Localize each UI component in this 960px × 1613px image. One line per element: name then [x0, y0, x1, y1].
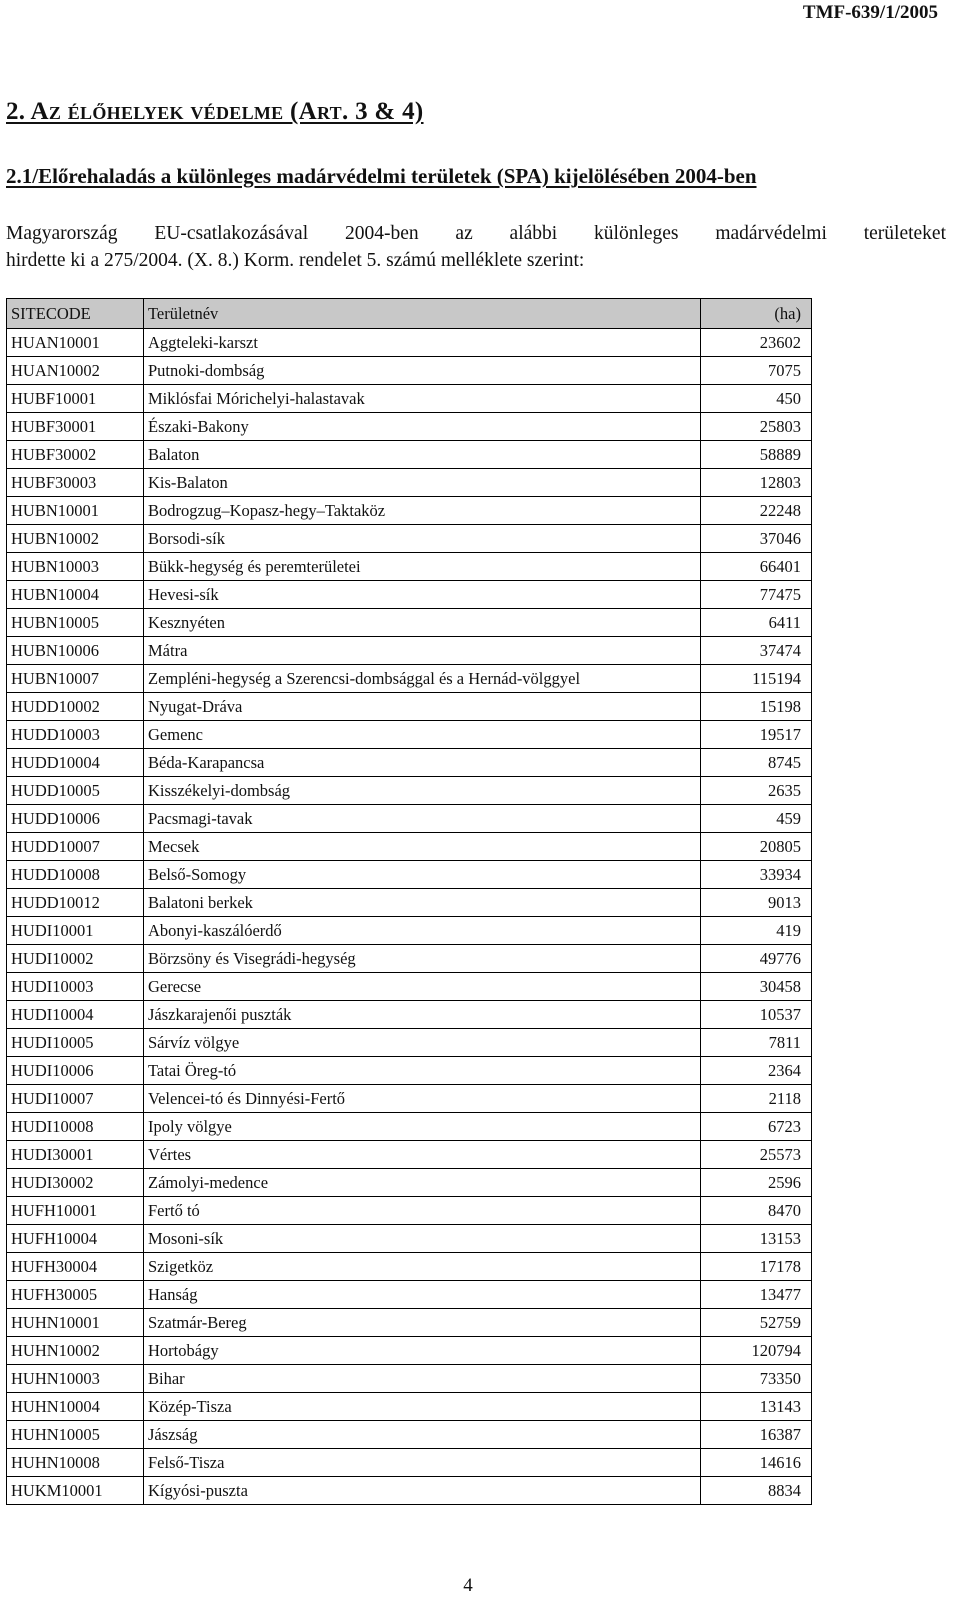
sitecode-cell: HUAN10002	[7, 357, 144, 385]
area-ha-cell: 2635	[701, 777, 812, 805]
sitecode-cell: HUHN10005	[7, 1421, 144, 1449]
sitecode-cell: HUBN10002	[7, 525, 144, 553]
site-name-cell: Kesznyéten	[144, 609, 701, 637]
area-ha-cell: 6411	[701, 609, 812, 637]
site-name-cell: Északi-Bakony	[144, 413, 701, 441]
sitecode-cell: HUDI10006	[7, 1057, 144, 1085]
area-ha-cell: 2118	[701, 1085, 812, 1113]
table-row	[7, 805, 812, 833]
intro-line-2: hirdette ki a 275/2004. (X. 8.) Korm. rendelet 5. számú melléklete szerint:	[6, 250, 585, 271]
site-name-cell: Kis-Balaton	[144, 469, 701, 497]
table-row	[7, 1001, 812, 1029]
area-ha-cell: 8834	[701, 1477, 812, 1505]
site-name-cell: Sárvíz völgye	[144, 1029, 701, 1057]
site-name-cell: Balaton	[144, 441, 701, 469]
area-ha-cell: 450	[701, 385, 812, 413]
area-ha-cell: 115194	[701, 665, 812, 693]
table-row	[7, 1477, 812, 1505]
table-row	[7, 693, 812, 721]
table-row	[7, 525, 812, 553]
table-row	[7, 833, 812, 861]
site-name-cell: Putnoki-dombság	[144, 357, 701, 385]
sitecode-cell: HUHN10008	[7, 1449, 144, 1477]
table-row	[7, 1029, 812, 1057]
site-name-cell: Szigetköz	[144, 1253, 701, 1281]
site-name-cell: Balatoni berkek	[144, 889, 701, 917]
table-row	[7, 553, 812, 581]
intro-paragraph	[6, 220, 946, 274]
intro-line-1: Magyarország EU-csatlakozásával 2004-ben az alábbi különleges madárvédelmi területeket	[6, 223, 946, 244]
site-name-cell: Mátra	[144, 637, 701, 665]
subsection-title: 2.1/Előrehaladás a különleges madárvédelmi területek (SPA) kijelölésében 2004-ben	[6, 164, 757, 188]
site-name-cell: Béda-Karapancsa	[144, 749, 701, 777]
sitecode-cell: HUBN10007	[7, 665, 144, 693]
area-ha-cell: 52759	[701, 1309, 812, 1337]
table-row	[7, 749, 812, 777]
area-ha-cell: 10537	[701, 1001, 812, 1029]
site-name-cell: Mosoni-sík	[144, 1225, 701, 1253]
area-ha-cell: 30458	[701, 973, 812, 1001]
site-name-cell: Nyugat-Dráva	[144, 693, 701, 721]
site-name-cell: Börzsöny és Visegrádi-hegység	[144, 945, 701, 973]
site-name-cell: Borsodi-sík	[144, 525, 701, 553]
site-name-cell: Pacsmagi-tavak	[144, 805, 701, 833]
table-row	[7, 1141, 812, 1169]
site-name-cell: Miklósfai Mórichelyi-halastavak	[144, 385, 701, 413]
site-name-cell: Hevesi-sík	[144, 581, 701, 609]
area-ha-cell: 8745	[701, 749, 812, 777]
table-row	[7, 469, 812, 497]
table-row	[7, 973, 812, 1001]
sitecode-cell: HUBF30003	[7, 469, 144, 497]
sitecode-cell: HUDI10008	[7, 1113, 144, 1141]
table-row	[7, 1309, 812, 1337]
area-ha-cell: 73350	[701, 1365, 812, 1393]
sitecode-cell: HUDI10002	[7, 945, 144, 973]
sitecode-cell: HUBN10003	[7, 553, 144, 581]
area-ha-cell: 419	[701, 917, 812, 945]
area-ha-cell: 25573	[701, 1141, 812, 1169]
table-row	[7, 721, 812, 749]
site-name-cell: Tatai Öreg-tó	[144, 1057, 701, 1085]
sitecode-cell: HUDD10007	[7, 833, 144, 861]
table-row	[7, 1365, 812, 1393]
table-row	[7, 665, 812, 693]
site-name-cell: Kígyósi-puszta	[144, 1477, 701, 1505]
sitecode-cell: HUDI30002	[7, 1169, 144, 1197]
sitecode-cell: HUHN10001	[7, 1309, 144, 1337]
table-row	[7, 1337, 812, 1365]
area-ha-cell: 13153	[701, 1225, 812, 1253]
area-ha-cell: 19517	[701, 721, 812, 749]
sitecode-cell: HUDD10002	[7, 693, 144, 721]
site-name-cell: Abonyi-kaszálóerdő	[144, 917, 701, 945]
sitecode-cell: HUDD10004	[7, 749, 144, 777]
sitecode-cell: HUFH30004	[7, 1253, 144, 1281]
table-row	[7, 861, 812, 889]
sitecode-cell: HUHN10003	[7, 1365, 144, 1393]
table-row	[7, 1113, 812, 1141]
area-ha-cell: 66401	[701, 553, 812, 581]
area-ha-cell: 459	[701, 805, 812, 833]
sitecode-cell: HUBF30002	[7, 441, 144, 469]
sitecode-cell: HUBN10001	[7, 497, 144, 525]
table-row	[7, 1421, 812, 1449]
site-name-cell: Gemenc	[144, 721, 701, 749]
area-ha-cell: 12803	[701, 469, 812, 497]
site-name-cell: Mecsek	[144, 833, 701, 861]
page-number: 4	[463, 1575, 473, 1596]
sitecode-cell: HUDI10004	[7, 1001, 144, 1029]
site-name-cell: Belső-Somogy	[144, 861, 701, 889]
sitecode-cell: HUBN10004	[7, 581, 144, 609]
header-area-ha: (ha)	[701, 299, 812, 329]
site-name-cell: Aggteleki-karszt	[144, 329, 701, 357]
area-ha-cell: 25803	[701, 413, 812, 441]
table-row	[7, 497, 812, 525]
sitecode-cell: HUDI30001	[7, 1141, 144, 1169]
area-ha-cell: 9013	[701, 889, 812, 917]
area-ha-cell: 2596	[701, 1169, 812, 1197]
site-name-cell: Szatmár-Bereg	[144, 1309, 701, 1337]
table-row	[7, 1281, 812, 1309]
area-ha-cell: 37474	[701, 637, 812, 665]
header-sitecode: SITECODE	[7, 299, 144, 329]
area-ha-cell: 77475	[701, 581, 812, 609]
table-row	[7, 889, 812, 917]
site-name-cell: Jászkarajenői puszták	[144, 1001, 701, 1029]
header-site-name: Területnév	[144, 299, 701, 329]
sitecode-cell: HUAN10001	[7, 329, 144, 357]
sitecode-cell: HUBF30001	[7, 413, 144, 441]
area-ha-cell: 8470	[701, 1197, 812, 1225]
table-row	[7, 1197, 812, 1225]
site-name-cell: Hanság	[144, 1281, 701, 1309]
area-ha-cell: 20805	[701, 833, 812, 861]
sitecode-cell: HUDI10001	[7, 917, 144, 945]
sitecode-cell: HUDD10008	[7, 861, 144, 889]
sitecode-cell: HUFH10004	[7, 1225, 144, 1253]
site-name-cell: Zámolyi-medence	[144, 1169, 701, 1197]
area-ha-cell: 37046	[701, 525, 812, 553]
table-row	[7, 329, 812, 357]
spa-sites-table	[6, 298, 812, 1505]
site-name-cell: Közép-Tisza	[144, 1393, 701, 1421]
area-ha-cell: 16387	[701, 1421, 812, 1449]
table-row	[7, 637, 812, 665]
site-name-cell: Kisszékelyi-dombság	[144, 777, 701, 805]
site-name-cell: Gerecse	[144, 973, 701, 1001]
area-ha-cell: 15198	[701, 693, 812, 721]
area-ha-cell: 13477	[701, 1281, 812, 1309]
section-title: 2. Az élőhelyek védelme (Art. 3 & 4)	[6, 98, 424, 125]
table-row	[7, 357, 812, 385]
site-name-cell: Ipoly völgye	[144, 1113, 701, 1141]
sitecode-cell: HUDI10003	[7, 973, 144, 1001]
area-ha-cell: 23602	[701, 329, 812, 357]
area-ha-cell: 7811	[701, 1029, 812, 1057]
area-ha-cell: 49776	[701, 945, 812, 973]
table-row	[7, 1169, 812, 1197]
sitecode-cell: HUDD10006	[7, 805, 144, 833]
sitecode-cell: HUFH10001	[7, 1197, 144, 1225]
table-header-row	[7, 299, 812, 329]
table-row	[7, 1253, 812, 1281]
area-ha-cell: 22248	[701, 497, 812, 525]
site-name-cell: Vértes	[144, 1141, 701, 1169]
area-ha-cell: 2364	[701, 1057, 812, 1085]
site-name-cell: Velencei-tó és Dinnyési-Fertő	[144, 1085, 701, 1113]
site-name-cell: Bükk-hegység és peremterületei	[144, 553, 701, 581]
table-row	[7, 1449, 812, 1477]
area-ha-cell: 58889	[701, 441, 812, 469]
table-body	[7, 329, 812, 1505]
table-row	[7, 1085, 812, 1113]
sitecode-cell: HUKM10001	[7, 1477, 144, 1505]
sitecode-cell: HUDD10012	[7, 889, 144, 917]
sitecode-cell: HUDI10005	[7, 1029, 144, 1057]
table-row	[7, 1225, 812, 1253]
table-row	[7, 1393, 812, 1421]
sitecode-cell: HUHN10002	[7, 1337, 144, 1365]
sitecode-cell: HUBN10006	[7, 637, 144, 665]
table-row	[7, 945, 812, 973]
table-row	[7, 777, 812, 805]
site-name-cell: Zempléni-hegység a Szerencsi-dombsággal és a Hernád-völggyel	[144, 665, 701, 693]
site-name-cell: Fertő tó	[144, 1197, 701, 1225]
sitecode-cell: HUDI10007	[7, 1085, 144, 1113]
document-id: TMF-639/1/2005	[802, 2, 938, 23]
sitecode-cell: HUFH30005	[7, 1281, 144, 1309]
sitecode-cell: HUHN10004	[7, 1393, 144, 1421]
area-ha-cell: 14616	[701, 1449, 812, 1477]
table-row	[7, 413, 812, 441]
site-name-cell: Bodrogzug–Kopasz-hegy–Taktaköz	[144, 497, 701, 525]
table-row	[7, 917, 812, 945]
area-ha-cell: 33934	[701, 861, 812, 889]
table-row	[7, 385, 812, 413]
sitecode-cell: HUDD10003	[7, 721, 144, 749]
site-name-cell: Bihar	[144, 1365, 701, 1393]
site-name-cell: Felső-Tisza	[144, 1449, 701, 1477]
table-row	[7, 609, 812, 637]
site-name-cell: Hortobágy	[144, 1337, 701, 1365]
area-ha-cell: 7075	[701, 357, 812, 385]
table-row	[7, 441, 812, 469]
area-ha-cell: 120794	[701, 1337, 812, 1365]
area-ha-cell: 13143	[701, 1393, 812, 1421]
sitecode-cell: HUBN10005	[7, 609, 144, 637]
sitecode-cell: HUDD10005	[7, 777, 144, 805]
table-row	[7, 581, 812, 609]
site-name-cell: Jászság	[144, 1421, 701, 1449]
area-ha-cell: 17178	[701, 1253, 812, 1281]
table-row	[7, 1057, 812, 1085]
area-ha-cell: 6723	[701, 1113, 812, 1141]
sitecode-cell: HUBF10001	[7, 385, 144, 413]
